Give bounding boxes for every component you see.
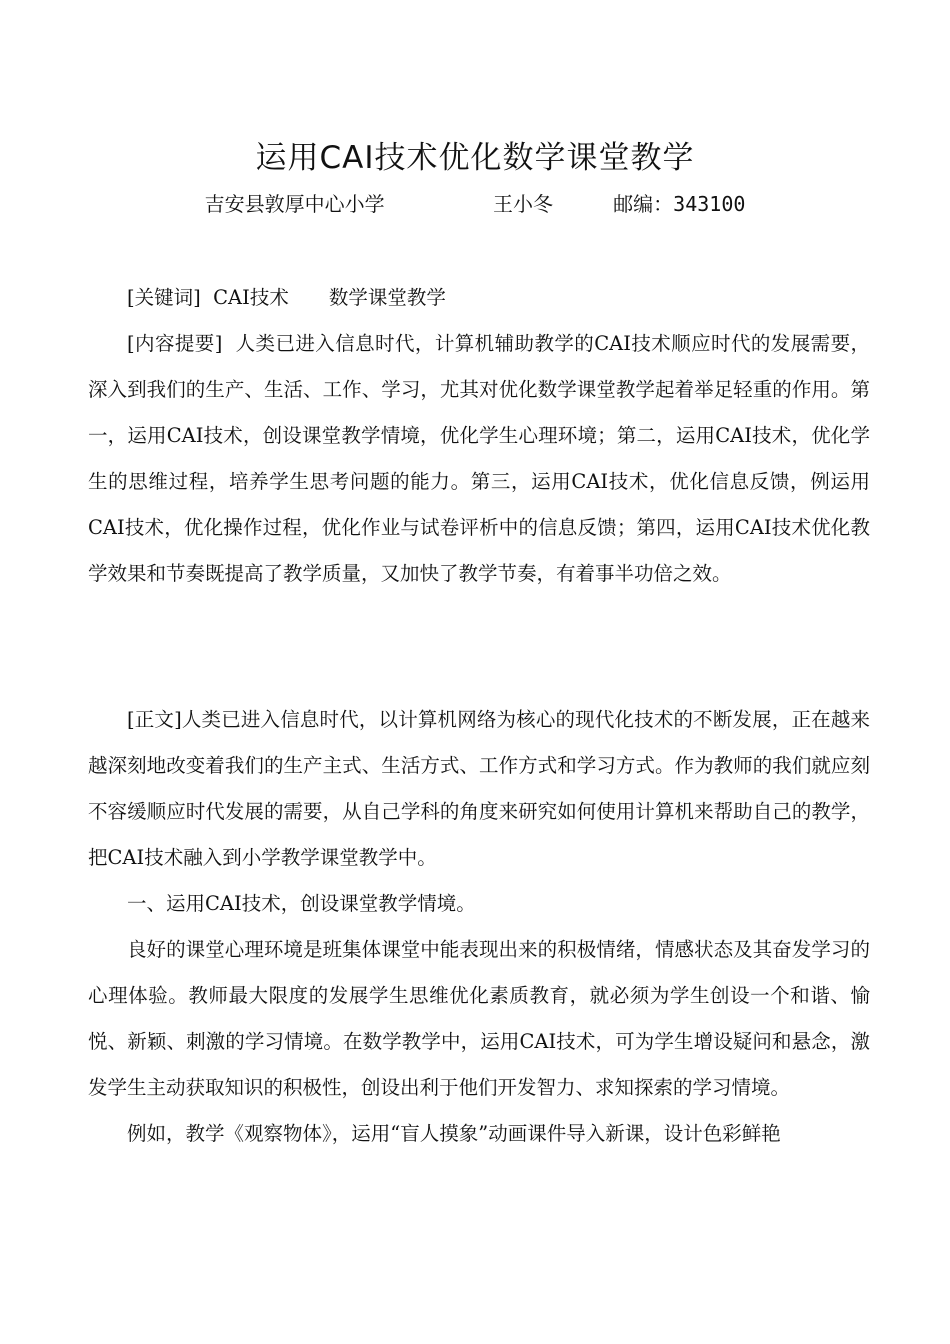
main-body	[88, 697, 870, 1157]
abstract-label: [内容提要]	[127, 332, 223, 355]
keywords-label: [关键词]	[127, 286, 201, 309]
keyword-item: CAI技术	[213, 286, 289, 309]
keyword-item: 数学课堂教学	[328, 286, 446, 309]
abstract-section	[88, 321, 870, 597]
main-label: [正文]	[127, 708, 182, 731]
body-paragraph: 良好的课堂心理环境是班集体课堂中能表现出来的积极情绪，情感状态及其奋发学习的心理体验。教师最大限度的发展学生思维优化素质教育，就必须为学生创设一个和谐、愉悦、新颖、刺激的学习情境。在数学教学中，运用CAI技术，可为学生增设疑问和悬念，激发学生主动获取知识的积极性，创设出利于他们开发智力、求知探索的学习情境。	[88, 938, 870, 1099]
keywords-section	[88, 275, 870, 321]
byline-postcode: 邮编：343100	[613, 192, 746, 216]
main-intro-paragraph	[88, 697, 870, 881]
section-heading: 一、运用CAI技术，创设课堂教学情境。	[127, 892, 476, 915]
byline-school: 吉安县敦厚中心小学	[204, 192, 385, 216]
byline	[0, 188, 950, 217]
main-intro-text: 人类已进入信息时代，以计算机网络为核心的现代化技术的不断发展，正在越来越深刻地改变着我们的生产主式、生活方式、工作方式和学习方式。作为教师的我们就应刻不容缓顺应时代发展的需要，从自己学科的角度来研究如何使用计算机来帮助自己的教学，把CAI技术融入到小学教学课堂教学中。	[88, 708, 870, 869]
body-paragraph: 例如，教学《观察物体》，运用“盲人摸象”动画课件导入新课，设计色彩鲜艳	[127, 1122, 781, 1145]
byline-author: 王小冬	[492, 192, 553, 216]
document-title: 运用CAI技术优化数学课堂教学	[255, 140, 695, 176]
abstract-text: 人类已进入信息时代，计算机辅助教学的CAI技术顺应时代的发展需要，深入到我们的生产、生活、工作、学习，尤其对优化数学课堂教学起着举足轻重的作用。第一，运用CAI技术，创设课堂教学情境，优化学生心理环境；第二，运用CAI技术，优化学生的思维过程，培养学生思考问题的能力。第三，运用CAI技术，优化信息反馈，例运用CAI技术，优化操作过程，优化作业与试卷评析中的信息反馈；第四，运用CAI技术优化教学效果和节奏既提高了教学质量，又加快了教学节奏，有着事半功倍之效。	[88, 332, 870, 585]
